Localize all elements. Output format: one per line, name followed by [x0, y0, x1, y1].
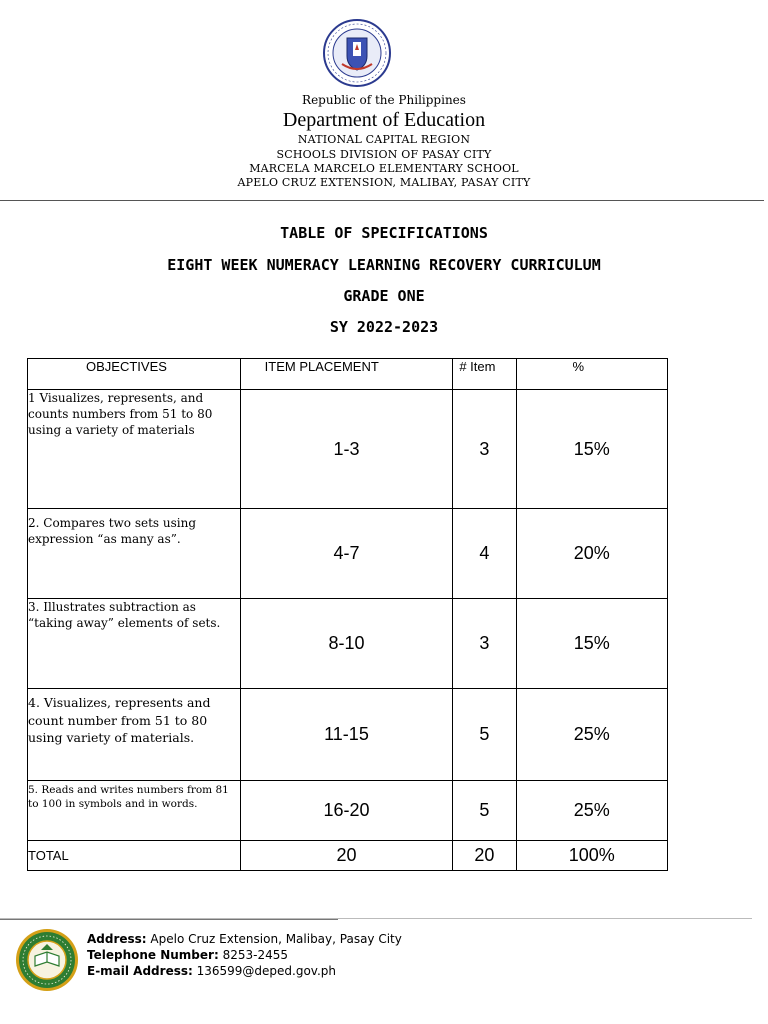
percent-cell: 15% — [516, 599, 668, 689]
placement-cell: 11-15 — [240, 689, 453, 781]
placement-cell: 16-20 — [240, 781, 453, 841]
table-row — [28, 599, 668, 689]
placement-cell: 8-10 — [240, 599, 453, 689]
table-row — [28, 689, 668, 781]
republic-line: Republic of the Philippines — [302, 93, 466, 107]
placement-cell: 4-7 — [240, 509, 453, 599]
header-percent: % — [516, 359, 668, 390]
item-count-cell: 5 — [453, 689, 516, 781]
item-count-cell: 3 — [453, 390, 516, 509]
objective-cell: 5. Reads and writes numbers from 81 to 100 in symbols and in words. — [28, 781, 241, 841]
address-label: Address: — [87, 932, 147, 946]
table-row — [28, 509, 668, 599]
table-header-row — [28, 359, 668, 390]
percent-cell: 25% — [516, 689, 668, 781]
total-percent: 100% — [516, 841, 668, 871]
header-item-placement: ITEM PLACEMENT — [240, 359, 453, 390]
percent-cell: 25% — [516, 781, 668, 841]
curriculum-title: EIGHT WEEK NUMERACY LEARNING RECOVERY CURRICULUM — [167, 256, 601, 274]
total-placement: 20 — [240, 841, 453, 871]
table-row — [28, 781, 668, 841]
header-item-count: # Item — [453, 359, 516, 390]
objective-cell: 1 Visualizes, represents, and counts numbers from 51 to 80 using a variety of materials — [28, 390, 241, 509]
school-line: MARCELA MARCELO ELEMENTARY SCHOOL — [249, 162, 519, 175]
email-label: E-mail Address: — [87, 964, 193, 978]
doc-title: TABLE OF SPECIFICATIONS — [280, 224, 488, 242]
total-items: 20 — [453, 841, 516, 871]
department-name: Department of Education — [282, 109, 486, 131]
grade-title: GRADE ONE — [343, 287, 425, 305]
table-row — [28, 390, 668, 509]
phone-label: Telephone Number: — [87, 948, 219, 962]
specifications-table — [27, 358, 668, 871]
placement-cell: 1-3 — [240, 390, 453, 509]
phone-value: 8253-2455 — [218, 948, 288, 962]
objective-cell: 4. Visualizes, represents and count number from 51 to 80 using variety of materials. — [28, 689, 241, 781]
table-total-row — [28, 841, 668, 871]
deped-seal-icon — [322, 18, 392, 88]
school-year-title: SY 2022-2023 — [329, 318, 439, 336]
header-objectives: OBJECTIVES — [28, 359, 241, 390]
item-count-cell: 5 — [453, 781, 516, 841]
total-label: TOTAL — [28, 841, 241, 871]
objective-cell: 2. Compares two sets using expression “as many as”. — [28, 509, 241, 599]
school-address-line: APELO CRUZ EXTENSION, MALIBAY, PASAY CITY — [237, 176, 531, 189]
email-value: 136599@deped.gov.ph — [192, 964, 337, 978]
footer-phone — [87, 948, 288, 962]
school-logo-icon — [15, 928, 79, 992]
region-line: NATIONAL CAPITAL REGION — [297, 133, 471, 146]
percent-cell: 15% — [516, 390, 668, 509]
footer-email — [87, 964, 336, 978]
footer-divider-accent — [0, 919, 338, 920]
objective-cell: 3. Illustrates subtraction as “taking away” elements of sets. — [28, 599, 241, 689]
item-count-cell: 3 — [453, 599, 516, 689]
percent-cell: 20% — [516, 509, 668, 599]
address-value: Apelo Cruz Extension, Malibay, Pasay City — [146, 932, 402, 946]
division-line: SCHOOLS DIVISION OF PASAY CITY — [276, 148, 492, 161]
header-divider — [0, 200, 764, 201]
item-count-cell: 4 — [453, 509, 516, 599]
footer-address — [87, 932, 402, 946]
